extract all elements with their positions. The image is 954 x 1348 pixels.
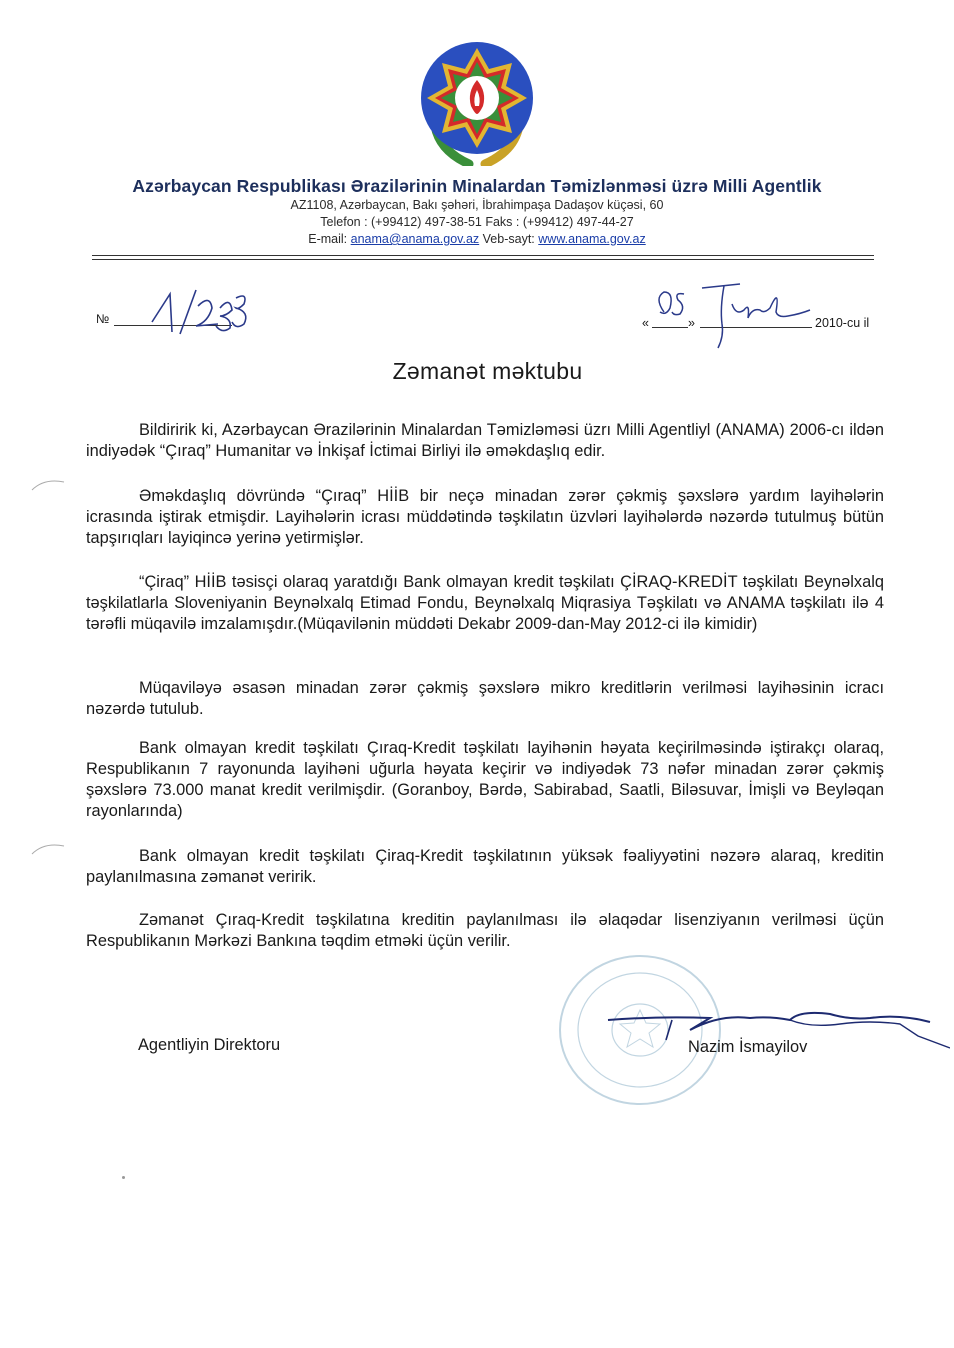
organization-phone: Telefon : (+99412) 497-38-51 Faks : (+99412) 497-44-27: [320, 215, 634, 229]
margin-mark: [30, 476, 66, 492]
letter-title: Zəmanət məktubu: [392, 358, 583, 384]
date-open-quote: «: [642, 316, 649, 330]
website-link[interactable]: www.anama.gov.az: [538, 232, 646, 246]
date-close-quote: »: [688, 316, 695, 330]
paragraph: Əməkdaşlıq dövründə “Çıraq” HİİB bir neçə minadan zərər çəkmiş şəxslərə yardım layihələrin icrasında iştirak etmişdir. Layihələrin icrası müddətində təşkilatın üzvləri layihələrdə nəzərdə tutulmuş bütün tapşırıqları layiqincə yerinə yetirmişlər.: [86, 487, 884, 547]
scan-speck: [122, 1176, 125, 1179]
paragraph: Bank olmayan kredit təşkilatı Çıraq-Kredit təşkilatı layihənin həyata keçirilməsində iştirakçı olaraq, Respublikanın 7 rayonunda layihəni uğurla həyata keçirir və indiyədək 73 nəfər minadan zərər çəkmiş şəxslərə 73.000 manat kredit verilmişdir. (Goranboy, Bərdə, Sabirabad, Saatli, Biləsuvar, İmişli və Beyləqan rayonlarında): [86, 739, 884, 820]
header-divider: [92, 255, 874, 256]
reference-number-label: №: [96, 312, 110, 326]
coat-of-arms-icon: [417, 36, 537, 166]
margin-mark: [30, 840, 66, 856]
website-label: Veb-sayt:: [482, 232, 535, 246]
date-year: 2010-cu il: [815, 316, 870, 330]
organization-contacts: [0, 232, 954, 246]
organization-name: Azərbaycan Respublikası Ərazilərinin Minalardan Təmizlənməsi üzrə Milli Agentlik: [132, 176, 822, 196]
paragraph: Bildiririk ki, Azərbaycan Ərazilərinin Minalardan Təmizləməsi üzrı Milli Agentliyl (ANAMA) 2006-cı ildən indiyədək “Çıraq” Humanitar və İnkişaf İctimai Birliyi ilə əməkdaşlıq edir.: [86, 421, 884, 460]
organization-address: AZ1108, Azərbaycan, Bakı şəhəri, İbrahimpaşa Dadaşov küçəsi, 60: [290, 198, 664, 212]
signatory-name: Nazim İsmayilov: [688, 1038, 808, 1056]
header-divider-thin: [92, 259, 874, 260]
paragraph: Bank olmayan kredit təşkilatı Çiraq-Kredit təşkilatının yüksək fəaliyyətini nəzərə alaraq, kreditin paylanılmasına zəmanət veririk.: [86, 847, 884, 886]
paragraph: Müqaviləyə əsasən minadan zərər çəkmiş şəxslərə mikro kreditlərin verilməsi layihəsinin icracı nəzərdə tutulub.: [86, 679, 884, 718]
paragraph: “Çiraq” HİİB təsisçi olaraq yaratdığı Bank olmayan kredit təşkilatı ÇİRAQ-KREDİT təşkilatı Beynəlxalq təşkilatlarla Sloveniyanin Beynəlxalq Etimad Fondu, Beynəlxalq Miqrasiya Təşkilatı və ANAMA təşkilatı ilə 4 tərəfli müqavilə imzalamışdır.(Müqavilənin müddəti Dekabr 2009-dan-May 2012-ci ilə kimidir): [86, 573, 884, 633]
email-label: E-mail:: [308, 232, 348, 246]
email-link[interactable]: anama@anama.gov.az: [350, 232, 480, 246]
handwritten-reference-number: [140, 286, 260, 336]
signatory-position: Agentliyin Direktoru: [138, 1036, 281, 1054]
handwritten-date: [640, 278, 830, 350]
paragraph: Zəmanət Çıraq-Kredit təşkilatına kreditin paylanılması ilə əlaqədar lisenziyanın verilməsi üçün Respublikanın Mərkəzi Bankına təqdim etməki üçün verilir.: [86, 911, 884, 950]
